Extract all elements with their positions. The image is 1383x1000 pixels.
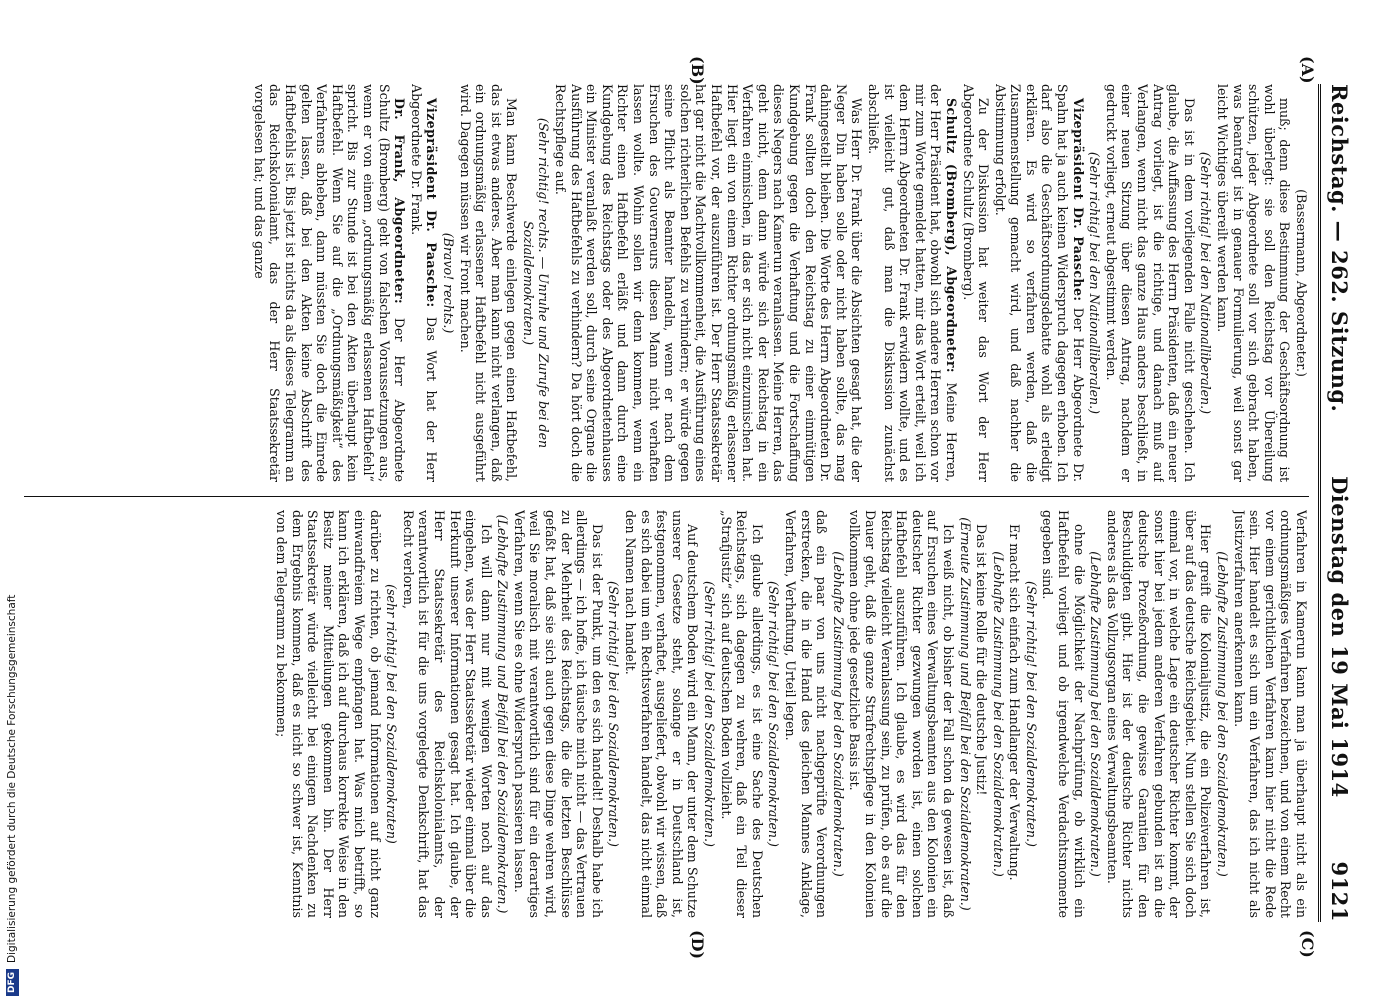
footer-note <box>4 6 20 996</box>
paragraph-text: (Bravo! rechts.) <box>440 232 456 334</box>
paragraph <box>273 510 382 918</box>
paragraph-text: Auf deutschem Boden wird ein Mann, der unter dem Schutze unserer Gesetze steht, solange er in Deutschland ist, festgenommen, verhaftet, ausgeliefert, obwohl wir wissen, daß es sich dabei um ein Rechtsverfahren handelt, das nicht einmal den Namen nach handelt. <box>623 510 701 918</box>
right-column <box>24 510 1309 918</box>
paragraph-text: Das ist in dem vorliegenden Falle nicht geschehen. Ich glaube, die Auffassung des Herrn Präsidenten, daß ein neuer Antrag vorliegt, ist die richtige, und danach muß auf Verlangen, wenn nicht das ganze Haus anders beschließt, in einer neuen Sitzung über diesen Antrag, nachdem er gedruckt vorliegt, erneut abgestimmt werden. <box>1103 84 1197 482</box>
paragraph-text: (Lebhafte Zustimmung bei den Sozialdemokraten.) <box>830 551 846 877</box>
interjection <box>766 510 782 918</box>
paragraph-text: daß ein paar von uns nicht nachgeprüfte Verordnungen erstrecken, die in die Hand des gleichen Mannes Anklage, Verfahren, Verhaftung, Urteil legen. <box>783 510 830 918</box>
page-header <box>1327 84 1367 922</box>
paragraph-text: Zu der Diskussion hat weiter das Wort der Herr Abgeordnete Schultz (Bromberg). <box>960 84 992 482</box>
header-page-number: 9121 <box>1327 861 1352 922</box>
paragraph-text: Ich glaube allerdings, es ist eine Sache des Deutschen Reichstags, sich dagegen zu wehren, daß ein Teil dieser „Strafjustiz“ sich auf deutschen Boden vollzieht. <box>718 510 765 918</box>
paragraph-text: (Sehr richtig! bei den Nationalliberalen.) <box>1087 151 1103 415</box>
header-rule <box>1318 84 1321 922</box>
left-column <box>24 84 1309 482</box>
header-title: Reichstag. — 262. Sitzung. <box>1327 84 1352 413</box>
paragraph-text: darüber zu richten, ob jemand Informationen auf nicht ganz einwandfreiem Wege empfangen hat. Was mich betrifft, so kann ich erklären, daß ich auf durchaus korrekte Weise in den Besitz meiner Mitteilungen gekommen bin. Der Herr Staatssekretär würde vielleicht bei einigem Nachdenken zu dem Ergebnis kommen, daß es nicht so schwer ist, Kenntnis von dem Telegramm zu bekommen; <box>274 510 383 918</box>
paragraph-text: Das ist der Punkt, um den es sich handelt! Deshalb habe ich allerdings — ich hoffe, ich täusche mich nicht — das Vertrauen zu der Mehrheit des Reichstags, die die letzten Beschlüsse gefaßt hat, daß sie sich auch gegen diese Dinge wehren wird, weil Sie moralisch mit verantwortlich sind für ein derartiges Verfahren, wenn Sie es ohne Widerspruch passieren lassen. <box>511 510 605 918</box>
speaker-name: Schultz (Bromberg), Abgeordneter: <box>943 98 959 373</box>
paragraph <box>1007 510 1023 918</box>
paragraph-text: (sehr richtig! bei den Sozialdemokraten) <box>384 584 400 844</box>
paragraph-text: Er macht sich einfach zum Handlanger der Verwaltung. <box>1007 524 1023 881</box>
paragraph <box>1214 84 1292 482</box>
paragraph-text: (Lebhafte Zustimmung und Beifall bei den Sozialdemokraten.) <box>495 514 511 914</box>
paragraph <box>400 510 494 918</box>
paragraph-text: Meine Herren, der Herr Präsident hat, obwohl sich andere Herren schon vor mir zum Worte gemeldet hatten, mir das Wort erteilt, weil ich dem Herrn Abgeordneten Dr. Frank erwidern wollte, und es ist vielleicht gut, daß man die Diskussion zunächst abschließt. <box>865 84 959 482</box>
paragraph <box>718 510 765 918</box>
paragraph-text: (Sehr richtig! bei den Sozialdemokraten.) <box>1023 581 1039 847</box>
interjection <box>1023 510 1039 918</box>
paragraph <box>408 84 439 482</box>
margin-letter-b: (B) <box>688 56 707 85</box>
dfg-logo: DFG <box>6 969 19 996</box>
paragraph <box>1040 510 1087 918</box>
paragraph-text: Der Herr Abgeordnete Schultz (Bromberg) geht von falschen Voraussetzungen aus, wenn er von einem „ordnungsmäßig erlassenen Haftbefehl“ spricht. Bis zur Stunde ist bei den Akten überhaupt kein Haftbefehl. Wenn Sie auf die „Ordnungsmäßigkeit“ des Verfahrens abheben, dann müssten Sie doch die Einrede gelten lassen, daß bei den Akten keine Abschrift des Haftbefehls ist. Bis jetzt ist nichts da als dieses Telegramm an das Reichskolonialamt, das der Herr Staatssekretär vorgelesen hat; und das ganze <box>251 84 408 482</box>
margin-letter-a: (A) <box>1298 56 1317 84</box>
paragraph-text: (Lebhafte Zustimmung bei den Sozialdemokraten.) <box>1215 551 1231 877</box>
column-divider <box>24 496 1309 497</box>
paragraph-text: (Sehr richtig! bei den Sozialdemokraten.) <box>606 581 622 847</box>
paragraph <box>622 510 700 918</box>
paragraph <box>457 84 519 482</box>
margin-letter-c: (C) <box>1298 930 1317 958</box>
paragraph <box>511 510 605 918</box>
paragraph-text: Hier greift die Kolonialjustiz, die ein Polizeiverfahren ist, über auf das deutsche Reichsgebiet. Nun stellen Sie sich doch einmal vor, in welche Lage ein deutscher Richter kommt, der sonst hier bei jedem anderen Verfahren gebunden ist an die deutsche Prozeßordnung, die gewisse Garantien für den Beschuldigten gibt. Hier ist der deutsche Richter nichts anderes als das Vollzugsorgan eines Verwaltungsbeamten. <box>1104 510 1214 918</box>
paragraph-text: Das ist keine Rolle für die deutsche Justiz! <box>974 524 990 796</box>
paragraph <box>992 84 1086 482</box>
interjection <box>830 510 846 918</box>
paragraph-text: (Lebhafte Zustimmung bei den Sozialdemokraten.) <box>1088 551 1104 877</box>
paragraph <box>553 84 865 482</box>
paragraph <box>865 84 959 482</box>
margin-letter-d: (D) <box>688 930 707 960</box>
paragraph-text: (Sehr richtig! bei den Nationalliberalen.) <box>1198 151 1214 415</box>
paragraph-text: Verfahren in Kamerun kann man ja überhaupt nicht als ein ordnungsmäßiges Verfahren bezeichnen, und von einem Recht vor einem gerichtlichen Verfahren kann hier nicht die Rede sein. Hier handelt es sich um ein Verfahren, das ich nicht als Justizverfahren anerkennen kann. <box>1231 510 1309 918</box>
interjection <box>990 510 1006 918</box>
paragraph-text: (Bassermann, Abgeordneter.) <box>1294 189 1309 377</box>
paragraph-text: muß; denn diese Bestimmung der Geschäftsordnung ist wohl überlegt: sie soll den Reichstag vor Übereilung schützen, jeder Abgeordnete soll vor sich gebracht haben, was beantragt ist in genauer Formulierung, weil sonst gar leicht Wichtiges übereilt werden kann. <box>1215 84 1293 482</box>
paragraph-text: (Sehr richtig! rechts. — Unruhe und Zurufe bei den Sozialdemokraten.) <box>520 117 552 449</box>
speaker-name: Vizepräsident Dr. Paasche: <box>424 98 440 308</box>
interjection <box>701 510 717 918</box>
speaker-name: Vizepräsident Dr. Paasche: <box>1070 98 1086 302</box>
interjection <box>520 84 551 482</box>
paragraph-text: (Sehr richtig! bei den Sozialdemokraten.) <box>702 581 718 847</box>
paragraph <box>847 510 956 918</box>
paragraph-text: (Sehr richtig! bei den Sozialdemokraten.) <box>766 581 782 847</box>
paragraph <box>1104 510 1213 918</box>
paragraph-text: Ich will dann nur mit wenigen Worten noch auf das eingehen, was der Herr Staatssekretär wieder einmal über die Herkunft unserer Informationen gesagt hat. Ich glaube, der Herr Staatssekretär des Reichskolonialamts, der verantwortlich ist für die uns vorgelegte Denkschrift, hat das Recht verloren, <box>400 510 494 918</box>
paragraph-text: (Lebhafte Zustimmung bei den Sozialdemokraten.) <box>990 551 1006 877</box>
paragraph-text: (Erneute Zustimmung und Beifall bei den Sozialdemokraten.) <box>957 517 973 911</box>
interjection <box>440 84 456 482</box>
paragraph <box>1231 510 1309 918</box>
paragraph-text: Der Herr Abgeordnete Dr. Spahn hat ja auch keinen Widerspruch dagegen erhoben. Ich darf also die Geschäftsordnungsdebatte wohl als erledigt erklären. Es wird so verfahren werden, daß die Zusammenstellung gemacht wird, und daß nachher die Abstimmung erfolgt. <box>992 84 1086 482</box>
interjection <box>957 510 973 918</box>
footer-text: Digitalisierung gefördert durch die Deutsche Forschungsgemeinschaft <box>6 594 18 963</box>
speaker-name: Dr. Frank, Abgeordneter: <box>392 98 408 305</box>
interjection <box>1214 510 1230 918</box>
paragraph <box>974 510 990 918</box>
paragraph-text: Was Herr Dr. Frank über die Absichten gesagt hat, die der Neger Din haben solle oder nicht haben sollte, das mag dahingestellt bleiben. Die Worte des Herrn Abgeordneten Dr. Frank sollten doch den Reichstag zu einer einmütigen Kundgebung gegen die Verhaftung und die Fortschaffung dieses Negers nach Kamerun veranlassen. Meine Herren, das geht nicht, denn dann würde sich der Reichstag in ein Verfahren einmischen, in das er sich nicht einzumischen hat. Hier liegt ein von einem Richter ordnungsmäßig erlassener Haftbefehl vor, der auszuführen ist. Der Herr Staatssekretär hat gar nicht die Machtvollkommenheit, die Ausführung eines solchen richterlichen Befehls zu verhindern; er würde gegen seine Pflicht als Beamter handeln, wenn er nach dem Ersuchen des Gouverneurs diesen Mann nicht verhaften lassen wollte. Wohin sollen wir denn kommen, wenn ein Richter einen Haftbefehl erläßt und dann durch eine Kundgebung des Reichstags oder des Abgeordnetenhauses ein Minister veranlaßt werden soll, durch seine Organe die Ausführung des Haftbefehls zu verhindern? Da hört doch die Rechtspflege auf. <box>553 84 865 482</box>
interjection <box>606 510 622 918</box>
interjection <box>495 510 511 918</box>
running-head <box>1293 84 1309 482</box>
header-left <box>1327 84 1352 412</box>
paragraph <box>251 84 407 482</box>
interjection <box>1087 84 1103 482</box>
interjection <box>384 510 400 918</box>
paragraph <box>960 84 991 482</box>
paragraph-text: Das Wort hat der Herr Abgeordnete Dr. Frank. <box>408 84 440 482</box>
interjection <box>1088 510 1104 918</box>
paragraph <box>782 510 829 918</box>
interjection <box>1198 84 1214 482</box>
header-date: Dienstag den 19 Mai 1914 <box>1327 476 1352 798</box>
paragraph <box>1103 84 1197 482</box>
paragraph-text: ohne die Möglichkeit der Nachprüfung, ob wirklich ein Haftbefehl vorliegt und ob irgendwelche Verdachtsmomente gegeben sind. <box>1040 510 1087 918</box>
paragraph-text: Man kann Beschwerde einlegen gegen einen Haftbefehl, das ist etwas anderes. Aber man kann nicht verlangen, daß ein ordnungsmäßig erlassener Haftbefehl nicht ausgeführt wird. Dagegen müssen wir Front machen. <box>457 84 520 482</box>
paragraph-text: Ich weiß nicht, ob bisher der Fall schon da gewesen ist, daß auf Ersuchen eines Verwaltungsbeamten aus den Kolonien ein deutscher Richter gezwungen worden ist, einen solchen Haftbefehl auszuführen. Ich glaube, es wird das für den Reichstag vielleicht Veranlassung sein, zu prüfen, ob es auf die Dauer geht, daß die ganze Strafrechtspflege in den Kolonien vollkommen ohne jede gesetzliche Basis ist. <box>847 510 956 918</box>
